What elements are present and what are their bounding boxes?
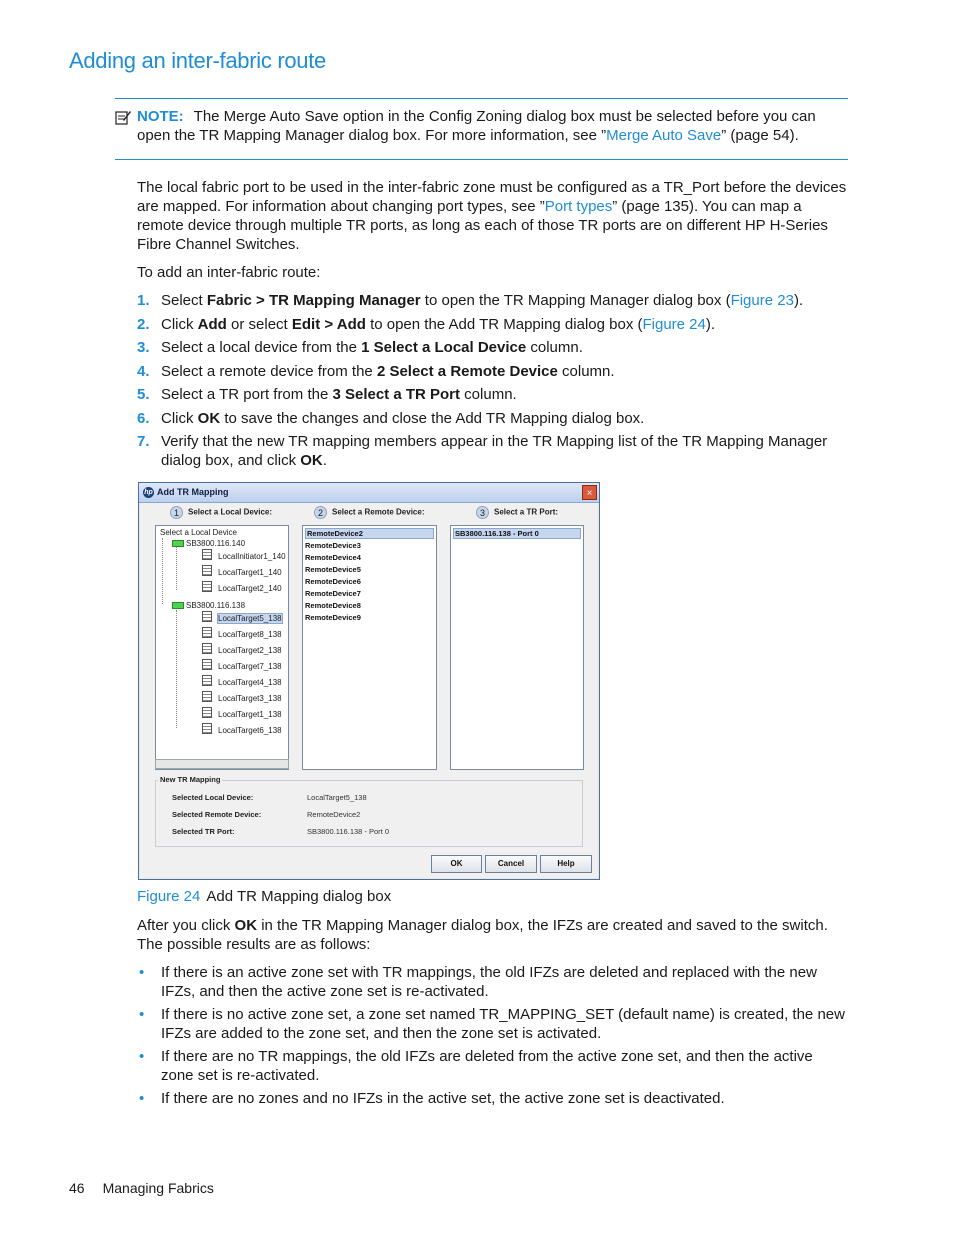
selected-local-value: LocalTarget5_138: [307, 793, 367, 802]
step-5: [137, 385, 849, 404]
remote-device-item[interactable]: RemoteDevice8: [305, 601, 361, 610]
tree-line: [162, 538, 163, 604]
selected-port-label: Selected TR Port:: [172, 827, 235, 836]
after-text: After you click: [137, 917, 235, 934]
selected-port-value: SB3800.116.138 - Port 0: [307, 827, 390, 836]
footer-section: Managing Fabrics: [102, 1180, 214, 1196]
local-device-tree[interactable]: [155, 525, 289, 770]
result-item: [137, 1047, 849, 1085]
result-text: If there are no zones and no IFZs in the active set, the active zone set is deactivated.: [161, 1090, 725, 1107]
page-number: 46: [69, 1180, 85, 1196]
note-text-before: The Merge Auto Save option in the Config Zoning dialog box must be selected before you can open the TR Mapping Manager dialog box. For more information, see ”: [137, 108, 816, 144]
column-1-label: Select a Local Device:: [188, 507, 273, 517]
close-icon[interactable]: ×: [582, 485, 597, 500]
column-1-header: [170, 506, 272, 519]
device-icon: [202, 691, 212, 702]
dialog-title-bar[interactable]: [139, 483, 599, 503]
after-bold: OK: [234, 917, 258, 934]
note-text-after: ” (page 54).: [721, 127, 799, 144]
step-text: Verify that the new TR mapping members appear in the TR Mapping list of the TR Mapping Manager dialog box, and click: [161, 433, 828, 469]
figure-24-link[interactable]: Figure 24: [642, 315, 706, 333]
tree-line: [176, 610, 177, 728]
result-item: [137, 963, 849, 1001]
step-text: to open the TR Mapping Manager dialog box (: [420, 292, 731, 309]
intro-text-after: ” (page 135). You can map a remote device through multiple TR ports, as long as each of those TR ports are on different HP H-Series Fibre Channel Switches.: [137, 198, 828, 253]
step-text: to open the Add TR Mapping dialog box (: [365, 315, 643, 333]
step-bold: OK: [197, 409, 221, 427]
page-title: Adding an inter-fabric route: [69, 48, 326, 73]
tree-root[interactable]: [160, 528, 237, 537]
device-icon: [202, 659, 212, 670]
remote-device-item[interactable]: RemoteDevice7: [305, 589, 361, 598]
step-2: [137, 315, 849, 334]
hp-logo-icon: hp: [144, 489, 153, 496]
step-7: [137, 432, 849, 470]
merge-auto-save-link[interactable]: Merge Auto Save: [606, 127, 722, 144]
step-text: Select a local device from the: [161, 339, 362, 356]
device-icon: [202, 581, 212, 592]
device-icon: [202, 643, 212, 654]
tree-device[interactable]: LocalTarget3_138: [218, 694, 282, 703]
tree-device-selected[interactable]: LocalTarget5_138: [218, 614, 282, 623]
device-icon: [202, 627, 212, 638]
tree-horizontal-scrollbar[interactable]: [155, 759, 289, 769]
step-text: column.: [526, 339, 583, 356]
step-6: [137, 409, 849, 428]
step-4: [137, 362, 849, 381]
remote-device-item[interactable]: RemoteDevice9: [305, 613, 361, 622]
note-bottom-rule: [115, 159, 848, 160]
step-bold: Fabric > TR Mapping Manager: [206, 292, 421, 309]
cancel-button[interactable]: Cancel: [485, 855, 537, 873]
step-text: Click: [161, 315, 198, 333]
remote-device-list[interactable]: [302, 525, 437, 770]
figure-caption: [137, 888, 391, 905]
selected-local-label: Selected Local Device:: [172, 793, 254, 802]
after-text: in the TR Mapping Manager dialog box, the IFZs are created and saved to the switch. The possible results are as follows:: [137, 917, 828, 953]
tree-device[interactable]: LocalTarget1_140: [218, 568, 282, 577]
step-number: 2.: [137, 315, 150, 333]
column-3-header: [476, 506, 558, 519]
step-number: 7.: [137, 433, 150, 450]
step-number: 5.: [137, 386, 150, 403]
step-text: ).: [793, 292, 804, 309]
device-icon: [202, 565, 212, 576]
lead-text: To add an inter-fabric route:: [137, 264, 321, 281]
column-3-label: Select a TR Port:: [494, 507, 559, 517]
tr-port-item-selected[interactable]: SB3800.116.138 - Port 0: [453, 528, 581, 539]
switch-label: SB3800.116.138: [186, 601, 246, 610]
dialog-title: Add TR Mapping: [157, 487, 229, 497]
remote-device-item-selected[interactable]: RemoteDevice2: [305, 528, 434, 539]
page-footer: [69, 1180, 232, 1196]
results-list: [137, 963, 849, 1112]
help-button[interactable]: Help: [540, 855, 592, 873]
note-top-rule: [115, 98, 848, 99]
tree-device[interactable]: LocalTarget6_138: [218, 726, 282, 735]
remote-device-item[interactable]: RemoteDevice4: [305, 553, 361, 562]
figure-caption-text: Add TR Mapping dialog box: [206, 888, 392, 905]
step-text: Click: [161, 409, 198, 427]
step-text: Select: [161, 292, 207, 309]
new-tr-mapping-title: New TR Mapping: [160, 775, 221, 784]
step-text: column.: [460, 386, 517, 403]
figure-23-link[interactable]: Figure 23: [730, 292, 794, 309]
step-text: to save the changes and close the Add TR Mapping dialog box.: [220, 409, 645, 427]
column-2-label: Select a Remote Device:: [332, 507, 425, 517]
tree-device[interactable]: LocalTarget7_138: [218, 662, 282, 671]
result-item: [137, 1005, 849, 1043]
result-item: [137, 1089, 849, 1108]
tree-device[interactable]: LocalTarget8_138: [218, 630, 282, 639]
figure-number: Figure 24: [137, 888, 201, 905]
device-icon: [202, 549, 212, 560]
bullet-icon: •: [139, 1048, 145, 1065]
remote-device-item[interactable]: RemoteDevice6: [305, 577, 361, 586]
step-text: ).: [705, 315, 716, 333]
step-text: Select a remote device from the: [161, 362, 377, 380]
step-text: or select: [226, 315, 292, 333]
device-icon: [202, 723, 212, 734]
step-number: 6.: [137, 409, 150, 427]
tree-device[interactable]: LocalTarget2_138: [218, 646, 282, 655]
step-number: 1.: [137, 292, 150, 309]
remote-device-item[interactable]: RemoteDevice5: [305, 565, 361, 574]
ok-button[interactable]: OK: [431, 855, 482, 873]
device-icon: [202, 675, 212, 686]
tree-switch-140[interactable]: [172, 539, 245, 548]
step-bold: Edit > Add: [291, 315, 366, 333]
step-circle-2: 2: [314, 506, 327, 519]
step-1: [137, 291, 849, 310]
tree-line: [176, 544, 177, 590]
step-number: 3.: [137, 339, 150, 356]
note-icon: [115, 109, 131, 125]
bullet-icon: •: [139, 964, 145, 981]
result-text: If there are no TR mappings, the old IFZs are deleted from the active zone set, and then the active zone set is re-activated.: [161, 1048, 813, 1084]
step-bold: 1 Select a Local Device: [361, 339, 527, 356]
switch-icon: [172, 602, 184, 609]
remote-device-item[interactable]: RemoteDevice3: [305, 541, 361, 550]
device-icon: [202, 707, 212, 718]
tree-device[interactable]: LocalTarget4_138: [218, 678, 282, 687]
step-number: 4.: [137, 362, 150, 380]
step-bold: 2 Select a Remote Device: [376, 362, 558, 380]
note: [137, 107, 849, 145]
selected-remote-label: Selected Remote Device:: [172, 810, 262, 819]
step-circle-1: 1: [170, 506, 183, 519]
step-text: Select a TR port from the: [161, 386, 333, 403]
port-types-link[interactable]: Port types: [544, 198, 613, 215]
step-bold: Add: [197, 315, 227, 333]
tree-device[interactable]: LocalInitiator1_140: [218, 552, 286, 561]
bullet-icon: •: [139, 1090, 145, 1107]
intro-text-before: The local fabric port to be used in the inter-fabric zone must be configured as a TR_Port before the devices are mapped. For information about changing port types, see ”: [137, 179, 847, 215]
note-label: NOTE:: [137, 108, 184, 125]
device-icon: [202, 611, 212, 622]
step-3: [137, 338, 849, 357]
column-2-header: [314, 506, 425, 519]
tree-switch-138[interactable]: [172, 601, 245, 610]
selected-remote-value: RemoteDevice2: [307, 810, 361, 819]
switch-label: SB3800.116.140: [186, 539, 246, 548]
bullet-icon: •: [139, 1006, 145, 1023]
tree-device[interactable]: LocalTarget1_138: [218, 710, 282, 719]
switch-icon: [172, 540, 184, 547]
tr-port-list[interactable]: [450, 525, 584, 770]
tree-root-label: Select a Local Device: [160, 528, 237, 537]
after-paragraph: [137, 916, 849, 954]
result-text: If there is an active zone set with TR mappings, the old IFZs are deleted and replaced with the new IFZs, and then the active zone set is re-activated.: [161, 964, 817, 1000]
step-bold: OK: [300, 452, 323, 469]
step-bold: 3 Select a TR Port: [332, 386, 461, 403]
step-text: .: [322, 452, 327, 469]
tree-device[interactable]: LocalTarget2_140: [218, 584, 282, 593]
step-circle-3: 3: [476, 506, 489, 519]
step-text: column.: [557, 362, 615, 380]
result-text: If there is no active zone set, a zone set named TR_MAPPING_SET (default name) is created, the new IFZs are added to the zone set, and then the zone set is activated.: [161, 1006, 845, 1042]
steps-list: [137, 291, 849, 475]
intro-paragraph: [137, 178, 849, 254]
